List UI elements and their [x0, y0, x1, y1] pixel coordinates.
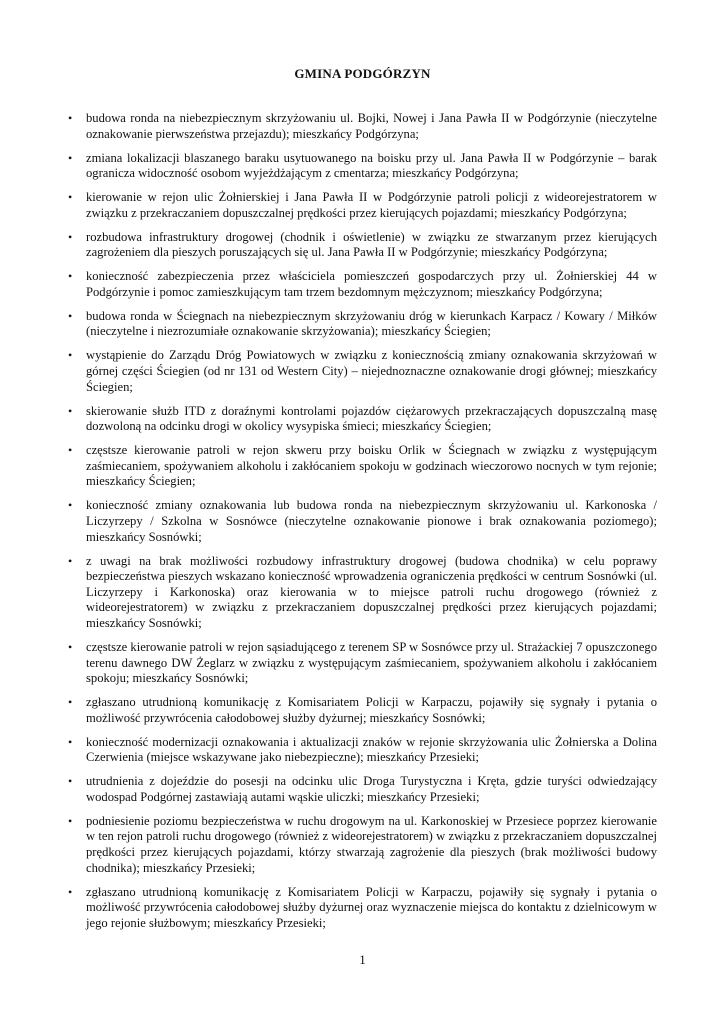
list-item-text: konieczność modernizacji oznakowania i aktualizacji znaków w rejonie skrzyżowania ulic Żołnierska a Dolina Czerwienia (miejsce wskazywane jako niebezpieczne); mieszkańcy Przesieki; — [86, 734, 657, 765]
bullet-icon: • — [68, 111, 73, 125]
list-item — [66, 640, 657, 687]
list-item — [66, 111, 657, 142]
list-item-text: skierowanie służb ITD z doraźnymi kontrolami pojazdów ciężarowych przekraczających dopuszczalną masę dozwoloną na odcinku drogi w okolicy wysypiska śmieci; mieszkańcy Ściegien; — [86, 403, 657, 434]
issues-list — [66, 111, 657, 940]
list-item-text: podniesienie poziomu bezpieczeństwa w ruchu drogowym na ul. Karkonoskiej w Przesiece poprzez kierowanie w ten rejon patroli ruchu drogowego (również z wideorejestratorem) w związku z przekraczaniem dopuszczalnej prędkości przez kierujących pojazdami, którzy stwarzają zagrożenie dla pieszych (brak możliwości budowy chodnika); mieszkańcy Przesieki; — [86, 813, 657, 875]
bullet-icon: • — [68, 269, 73, 284]
list-item — [66, 151, 657, 182]
bullet-icon: • — [68, 348, 73, 363]
list-item — [66, 309, 657, 340]
list-item-text: konieczność zabezpieczenia przez właściciela pomieszczeń gospodarczych przy ul. Żołnierskiej 44 w Podgórzynie i pomoc zamieszkującym tam trzem bezdomnym mężczyznom; mieszkańcy Podgórzyna; — [86, 269, 657, 299]
bullet-icon: • — [68, 190, 73, 205]
list-item-text: zgłaszano utrudnioną komunikację z Komisariatem Policji w Karpaczu, pojawiły się sygnały i pytania o możliwość przywrócenia całodobowej służby dyżurnej oraz wyznaczenie miejsca do kontaktu z dzielnicowym w jego rejonie służbowym; mieszkańcy Przesieki; — [86, 884, 657, 930]
list-item-text: zmiana lokalizacji blaszanego baraku usytuowanego na boisku przy ul. Jana Pawła II w Podgórzynie – barak ogranicza widoczność osobom wyjeżdżającym z cmentarza; mieszkańcy Podgórzyna; — [86, 150, 657, 181]
bullet-icon: • — [68, 639, 73, 654]
list-item-text: kierowanie w rejon ulic Żołnierskiej i Jana Pawła II w Podgórzynie patroli policji z wideorejestratorem w związku z przekraczaniem dopuszczalnej prędkości przez kierujących pojazdami; mieszkańcy Podgórzyna; — [86, 190, 657, 220]
page-number: 1 — [359, 952, 366, 967]
list-item — [66, 774, 657, 805]
list-item — [66, 348, 657, 395]
list-item — [66, 814, 657, 876]
list-item-text: zgłaszano utrudnioną komunikację z Komisariatem Policji w Karpaczu, pojawiły się sygnały i pytania o możliwość przywrócenia całodobowej służby dyżurnej; mieszkańcy Sosnówki; — [86, 695, 657, 725]
list-item — [66, 885, 657, 932]
bullet-icon: • — [68, 403, 73, 418]
list-item — [66, 404, 657, 435]
list-item — [66, 554, 657, 632]
bullet-icon: • — [68, 813, 73, 828]
bullet-icon: • — [68, 229, 73, 244]
list-item — [66, 498, 657, 545]
list-item-text: budowa ronda na niebezpiecznym skrzyżowaniu ul. Bojki, Nowej i Jana Pawła II w Podgórzynie (nieczytelne oznakowanie pierwszeństwa przejazdu); mieszkańcy Podgórzyna; — [86, 111, 657, 141]
list-item-text: utrudnienia z dojeździe do posesji na odcinku ulic Droga Turystyczna i Kręta, gdzie turyści odwiedzający wodospad Podgórnej zastawiają autami wąskie uliczki; mieszkańcy Przesieki; — [86, 774, 657, 804]
bullet-icon: • — [68, 734, 73, 749]
bullet-icon: • — [68, 884, 73, 899]
list-item-text: rozbudowa infrastruktury drogowej (chodnik i oświetlenie) w związku ze stwarzanym przez kierujących zagrożeniem dla pieszych poruszających się ul. Jana Pawła II w Podgórzynie; mieszkańcy Podgórzyna; — [86, 229, 657, 260]
list-item-text: częstsze kierowanie patroli w rejon sąsiadującego z terenem SP w Sosnówce przy ul. Strażackiej 7 opuszczonego terenu dawnego DW Żeglarz w związku z występującym zaśmiecaniem, spożywaniem alkoholu i zakłócaniem spokoju; mieszkańcy Sosnówki; — [86, 639, 657, 686]
page-title: GMINA PODGÓRZYN — [294, 66, 431, 81]
list-item — [66, 443, 657, 490]
list-item — [66, 230, 657, 261]
list-item-text: konieczność zmiany oznakowania lub budowa ronda na niebezpiecznym skrzyżowaniu ul. Karkonoska / Liczyrzepy / Szkolna w Sosnówce (nieczytelne oznakowanie pionowe i brak oznakowania poziomego); mieszkańcy Sosnówki; — [86, 498, 657, 544]
list-item — [66, 735, 657, 766]
bullet-icon: • — [68, 308, 73, 323]
bullet-icon: • — [68, 774, 73, 789]
bullet-icon: • — [68, 443, 73, 458]
bullet-icon: • — [68, 498, 73, 513]
list-item — [66, 190, 657, 221]
list-item — [66, 695, 657, 726]
list-item-text: wystąpienie do Zarządu Dróg Powiatowych w związku z koniecznością zmiany oznakowania skrzyżowań w górnej części Ściegien (od nr 131 od Western City) – niejednoznaczne oznakowanie drogi głównej; mieszkańcy Ściegien; — [86, 348, 657, 394]
list-item — [66, 269, 657, 300]
list-item-text: budowa ronda w Ściegnach na niebezpiecznym skrzyżowaniu dróg w kierunkach Karpacz / Kowary / Miłków (nieczytelne i niezrozumiałe oznakowanie skrzyżowania); mieszkańcy Ściegien; — [86, 308, 657, 339]
list-item-text: z uwagi na brak możliwości rozbudowy infrastruktury drogowej (budowa chodnika) w celu poprawy bezpieczeństwa pieszych wskazano konieczność wprowadzenia ograniczenia prędkości w centrum Sosnówki (ul. Liczyrzepy i Karkonoska) oraz kierowania w to miejsce patroli ruchu drogowego (również z wideorejestratorem) w związku z przekraczaniem dopuszczalnej prędkości przez kierujących pojazdami; mieszkańcy Sosnówki; — [86, 553, 657, 630]
bullet-icon: • — [68, 553, 73, 568]
bullet-icon: • — [68, 150, 73, 165]
list-item-text: częstsze kierowanie patroli w rejon skweru przy boisku Orlik w Ściegnach w związku z występującym zaśmiecaniem, spożywaniem alkoholu i zakłócaniem spokoju w godzinach wieczorowo nocnych w tym rejonie; mieszkańcy Ściegien; — [86, 443, 657, 489]
bullet-icon: • — [68, 695, 73, 710]
